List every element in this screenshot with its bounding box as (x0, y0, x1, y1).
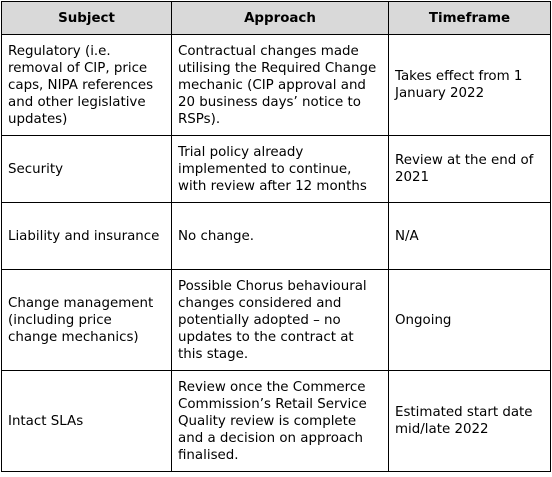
table-row (2, 35, 551, 136)
cell-timeframe: N/A (389, 203, 551, 270)
cell-subject: Regulatory (i.e. removal of CIP, price caps, NIPA references and other legislative updates) (2, 35, 172, 136)
table-row (2, 371, 551, 472)
cell-approach: Possible Chorus behavioural changes considered and potentially adopted – no updates to the contract at this stage. (172, 270, 389, 371)
cell-timeframe: Ongoing (389, 270, 551, 371)
table-row (2, 203, 551, 270)
cell-timeframe: Estimated start date mid/late 2022 (389, 371, 551, 472)
header-row (2, 2, 551, 35)
cell-timeframe: Review at the end of 2021 (389, 136, 551, 203)
cell-approach: Contractual changes made utilising the Required Change mechanic (CIP approval and 20 business days’ notice to RSPs). (172, 35, 389, 136)
table-row (2, 136, 551, 203)
cell-subject: Security (2, 136, 172, 203)
cell-approach: Trial policy already implemented to continue, with review after 12 months (172, 136, 389, 203)
cell-subject: Change management (including price change mechanics) (2, 270, 172, 371)
cell-subject: Intact SLAs (2, 371, 172, 472)
header-subject: Subject (2, 2, 172, 35)
cell-subject: Liability and insurance (2, 203, 172, 270)
cell-approach: No change. (172, 203, 389, 270)
cell-timeframe: Takes effect from 1 January 2022 (389, 35, 551, 136)
cell-approach: Review once the Commerce Commission’s Retail Service Quality review is complete and a decision on approach finalised. (172, 371, 389, 472)
approach-table (1, 1, 551, 472)
table-row (2, 270, 551, 371)
header-approach: Approach (172, 2, 389, 35)
header-timeframe: Timeframe (389, 2, 551, 35)
